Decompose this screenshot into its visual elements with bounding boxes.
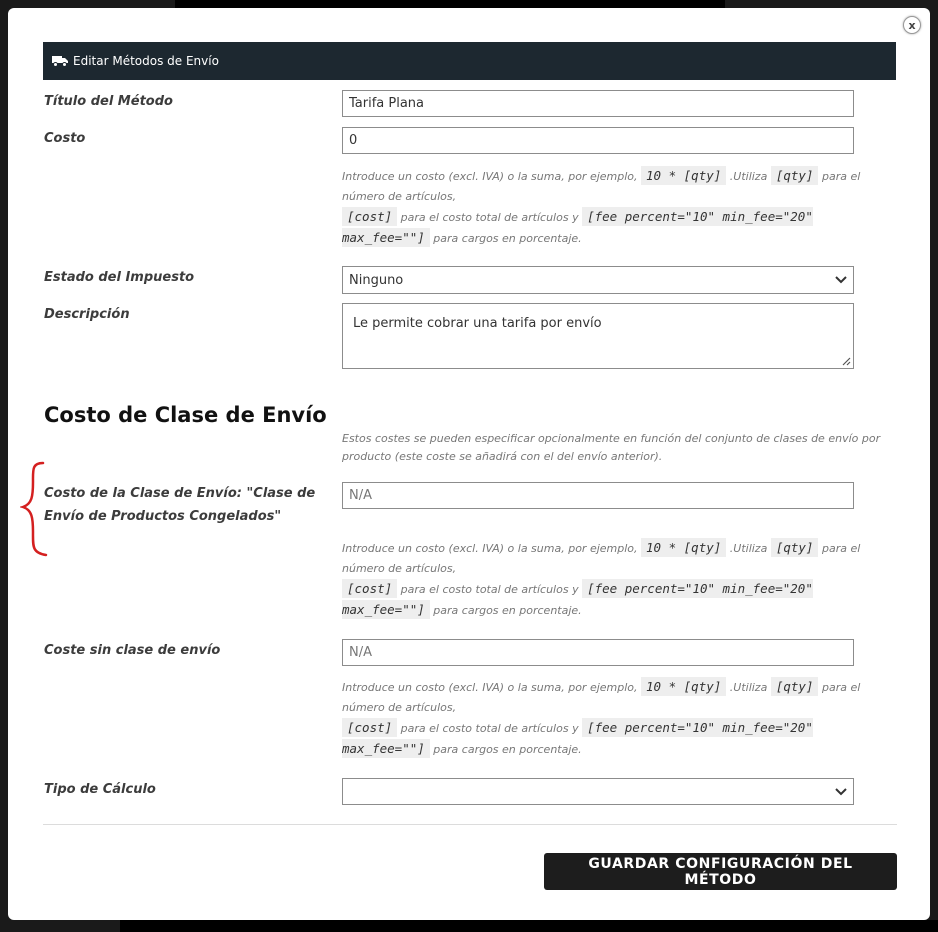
modal-title: Editar Métodos de Envío (73, 54, 219, 68)
help-text: para cargos en porcentaje. (433, 232, 582, 245)
code-sample: [fee percent="10" min_fee="20" max_fee=""] (342, 720, 813, 756)
help-text: para el número de artículos, (342, 681, 861, 714)
background-strip (175, 0, 725, 8)
footer-divider (43, 824, 897, 825)
description-label: Descripción (44, 307, 130, 322)
calc-type-select[interactable] (342, 778, 854, 805)
chevron-down-icon (835, 788, 847, 796)
description-value: Le permite cobrar una tarifa por envío (353, 316, 602, 331)
help-text: para el costo total de artículos y (400, 211, 579, 224)
help-text: para el número de artículos, (342, 542, 861, 575)
chevron-down-icon (835, 276, 847, 284)
no-class-cost-label: Coste sin clase de envío (44, 643, 221, 658)
code-sample: [qty] (771, 166, 819, 185)
cost-help-text (342, 166, 872, 249)
cost-input[interactable]: 0 (342, 127, 854, 154)
section-description: Estos costes se pueden especificar opcionalmente en función del conjunto de clases de envío por producto (este coste se añadirá con el del envío anterior). (342, 432, 881, 463)
modal-header (43, 42, 896, 80)
tax-status-label: Estado del Impuesto (44, 270, 195, 285)
help-text: para el número de artículos, (342, 170, 861, 203)
section-title: Costo de Clase de Envío (44, 403, 327, 427)
code-sample: [cost] (342, 718, 397, 737)
help-text: .Utiliza (729, 681, 768, 694)
save-method-settings-button[interactable]: GUARDAR CONFIGURACIÓN DEL MÉTODO (544, 853, 897, 890)
help-text: Introduce un costo (excl. IVA) o la suma, por ejemplo, (342, 542, 638, 555)
class-cost-input[interactable]: N/A (342, 482, 854, 509)
description-textarea[interactable] (342, 303, 854, 369)
help-text: para cargos en porcentaje. (433, 604, 582, 617)
help-text: Introduce un costo (excl. IVA) o la suma, por ejemplo, (342, 681, 638, 694)
code-sample: [qty] (771, 677, 819, 696)
code-sample: [fee percent="10" min_fee="20" max_fee=""] (342, 209, 813, 245)
method-title-label: Título del Método (44, 94, 173, 109)
truck-icon (52, 55, 68, 67)
class-cost-help-text (342, 538, 872, 621)
help-text: Introduce un costo (excl. IVA) o la suma, por ejemplo, (342, 170, 638, 183)
method-title-input[interactable]: Tarifa Plana (342, 90, 854, 117)
calc-type-label: Tipo de Cálculo (44, 782, 156, 797)
code-sample: 10 * [qty] (641, 166, 726, 185)
no-class-cost-input[interactable]: N/A (342, 639, 854, 666)
help-text: para cargos en porcentaje. (433, 743, 582, 756)
close-icon: x (908, 18, 916, 32)
help-text: para el costo total de artículos y (400, 722, 579, 735)
help-text: para el costo total de artículos y (400, 583, 579, 596)
code-sample: [fee percent="10" min_fee="20" max_fee=""] (342, 581, 813, 617)
class-cost-label: Costo de la Clase de Envío: "Clase de Envío de Productos Congelados" (44, 486, 316, 524)
background-strip (120, 920, 938, 932)
no-class-cost-help-text (342, 677, 872, 760)
code-sample: 10 * [qty] (641, 538, 726, 557)
close-button[interactable] (903, 16, 921, 34)
help-text: .Utiliza (729, 542, 768, 555)
help-text: .Utiliza (729, 170, 768, 183)
code-sample: [cost] (342, 579, 397, 598)
cost-label: Costo (44, 131, 86, 146)
code-sample: 10 * [qty] (641, 677, 726, 696)
resize-grip-icon[interactable] (841, 356, 851, 366)
code-sample: [cost] (342, 207, 397, 226)
tax-status-select[interactable] (342, 266, 854, 294)
tax-status-value: Ninguno (349, 272, 404, 288)
code-sample: [qty] (771, 538, 819, 557)
